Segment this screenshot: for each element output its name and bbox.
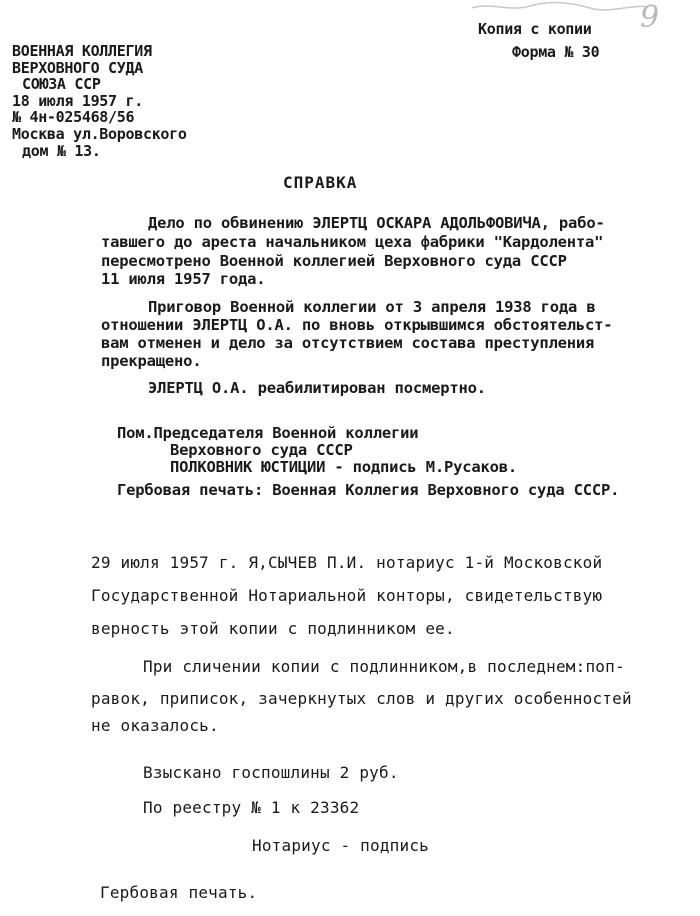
notary-line: не оказалось. bbox=[91, 716, 219, 735]
seal-note-2: Гербовая печать. bbox=[100, 883, 258, 902]
header-line: 18 июля 1957 г. bbox=[12, 92, 143, 110]
paragraph-line: 11 июля 1957 года. bbox=[101, 270, 266, 288]
paragraph-line: тавшего до ареста начальником цеха фабрики "Кардолента" bbox=[101, 233, 604, 251]
notary-signature: Нотариус - подпись bbox=[252, 836, 429, 855]
notary-line: равок, приписок, зачеркнутых слов и других особенностей bbox=[91, 689, 632, 708]
seal-note: Гербовая печать: Военная Коллегия Верховного суда СССР. bbox=[117, 481, 620, 499]
header-line: Москва ул.Воровского bbox=[12, 125, 187, 143]
notary-line: Государственной Нотариальной конторы, свидетельствую bbox=[91, 586, 603, 605]
rehabilitation-line: ЭЛЕРТЦ О.А. реабилитирован посмертно. bbox=[148, 379, 486, 397]
fee-line: Взыскано госпошлины 2 руб. bbox=[143, 763, 399, 782]
paragraph-line: вам отменен и дело за отсутствием состава преступления bbox=[101, 334, 595, 352]
paragraph-line: отношении ЭЛЕРТЦ О.А. по вновь открывшимся обстоятельст- bbox=[101, 316, 613, 334]
header-line: ВОЕННАЯ КОЛЛЕГИЯ bbox=[12, 42, 152, 60]
signature-line: Верховного суда СССР bbox=[170, 441, 353, 459]
signature-line: ПОЛКОВНИК ЮСТИЦИИ - подпись М.Русаков. bbox=[170, 458, 518, 476]
header-line: ВЕРХОВНОГО СУДА bbox=[12, 59, 143, 77]
copy-mark: Копия с копии bbox=[478, 20, 592, 38]
paragraph-line: прекращено. bbox=[101, 352, 202, 370]
header-line: СОЮЗА ССР bbox=[22, 75, 101, 93]
signature-line: Пом.Председателя Военной коллегии bbox=[117, 424, 419, 442]
handwritten-scribble bbox=[470, 0, 650, 14]
notary-line: 29 июля 1957 г. Я,СЫЧЕВ П.И. нотариус 1-й Московской bbox=[91, 553, 603, 572]
page-number: 9 bbox=[640, 0, 660, 35]
notary-line: При сличении копии с подлинником,в последнем:поп- bbox=[143, 657, 625, 676]
paragraph-line: Приговор Военной коллегии от 3 апреля 1938 года в bbox=[148, 298, 596, 316]
header-line: № 4н-025468/56 bbox=[12, 108, 135, 126]
notary-line: верность этой копии с подлинником ее. bbox=[91, 619, 455, 638]
header-line: дом № 13. bbox=[22, 142, 101, 160]
document-title: СПРАВКА bbox=[283, 173, 358, 192]
registry-line: По реестру № 1 к 23362 bbox=[143, 798, 360, 817]
paragraph-line: пересмотрено Военной коллегией Верховного суда СССР bbox=[101, 252, 567, 270]
paragraph-line: Дело по обвинению ЭЛЕРТЦ ОСКАРА АДОЛЬФОВИЧА, рабо- bbox=[148, 214, 605, 232]
form-number: Форма № 30 bbox=[512, 43, 600, 61]
